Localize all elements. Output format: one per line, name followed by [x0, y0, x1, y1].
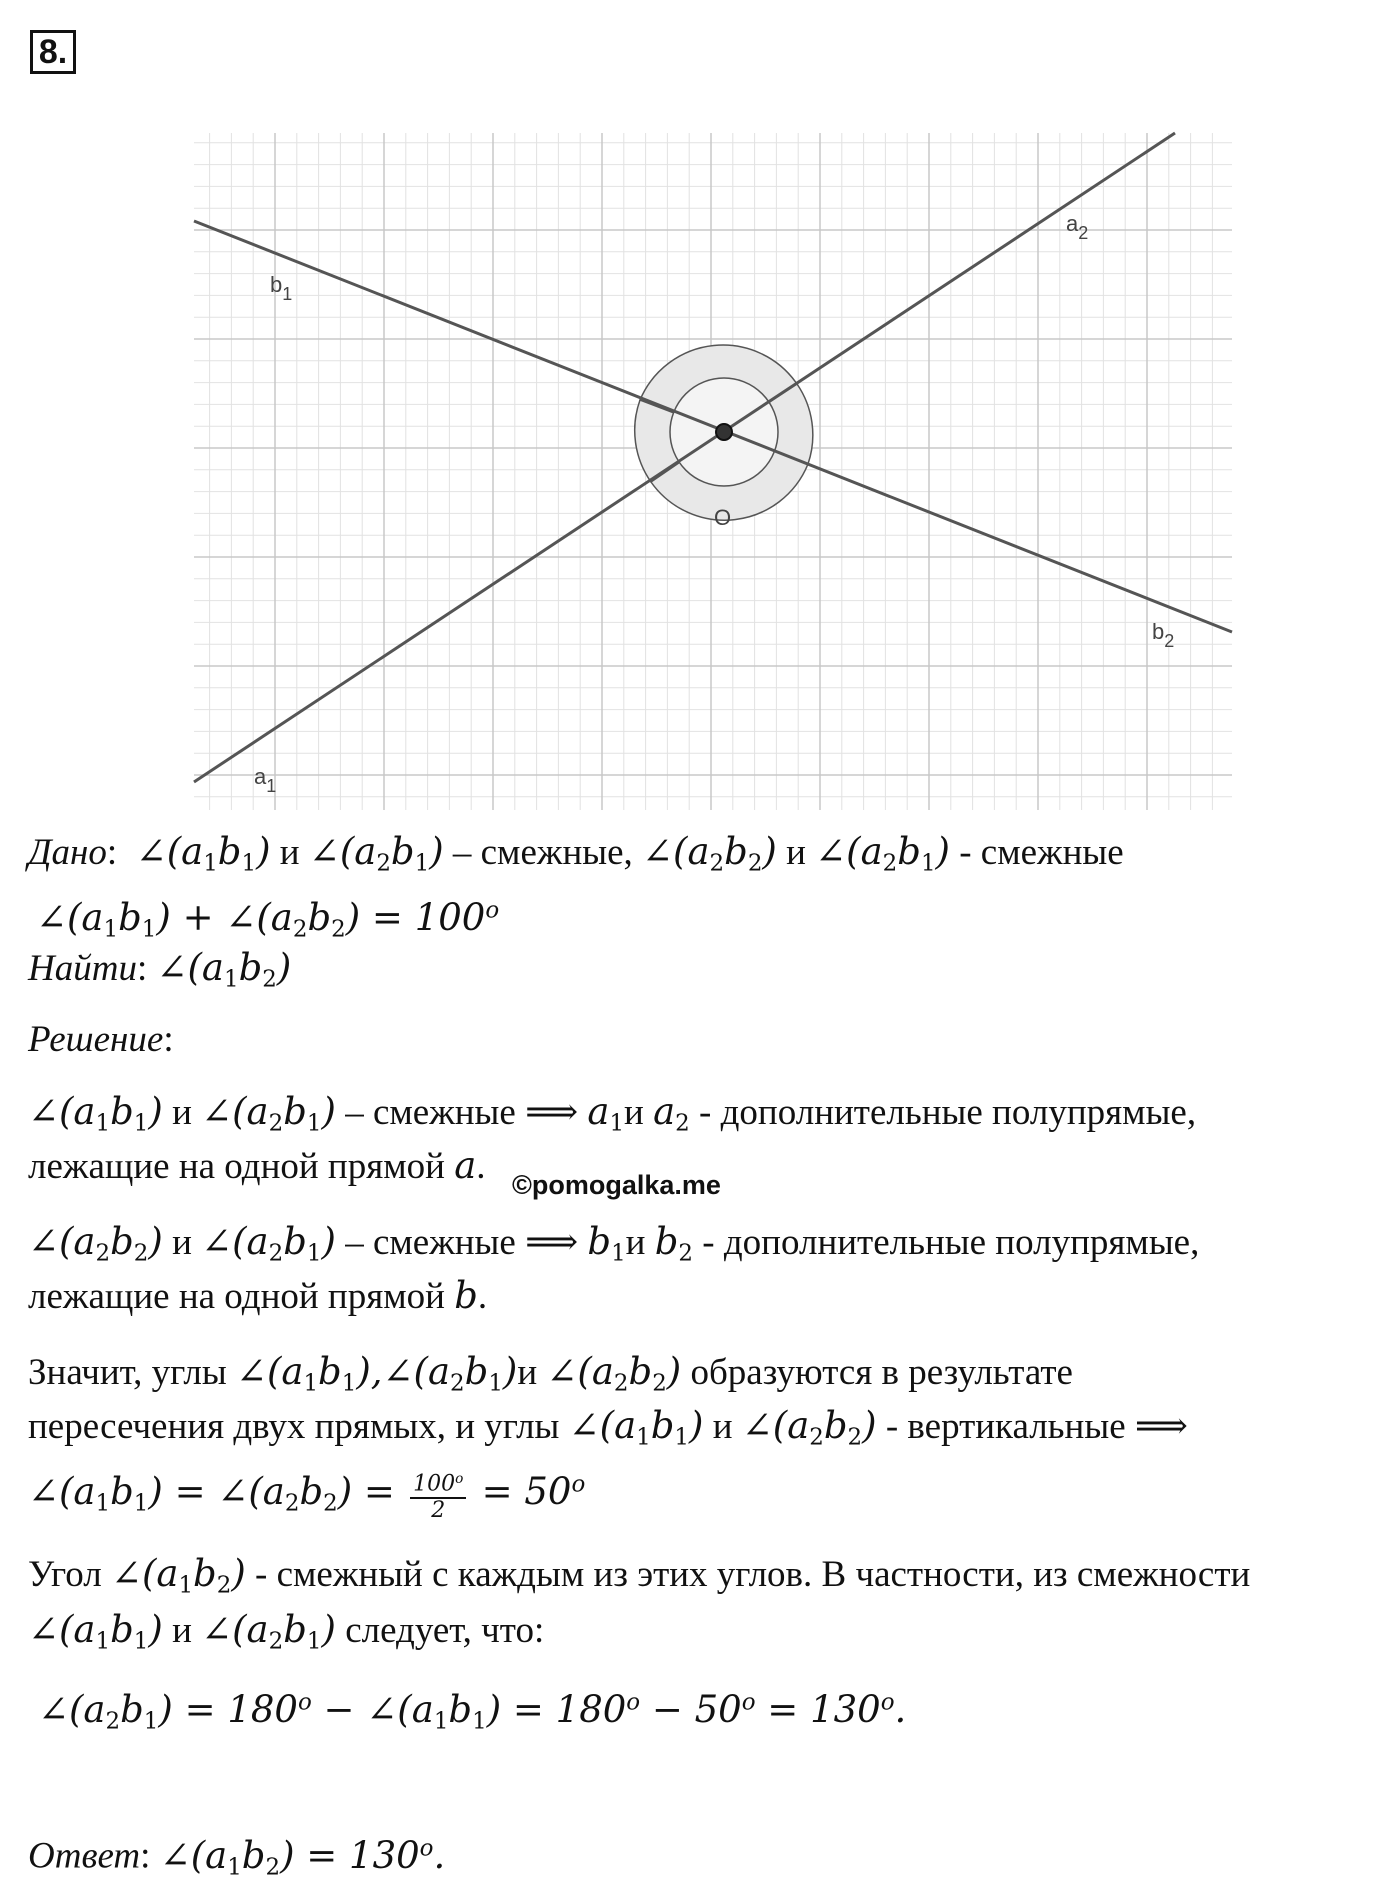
solution-p3-line1: Значит, углы $\angle(a_1b_1),\angle(a_2b_1)и$ $\angle(a_2b_2)$ образуются в результате: [28, 1350, 1073, 1397]
fraction: $\frac{100^o}{2}$: [410, 1467, 466, 1523]
geometry-diagram: [0, 0, 1400, 830]
solution-p5: $\angle(a_2b_1) = 180^o$ − $\angle(a_1b_1) = 180^o - 50^o = 130^o$.: [38, 1687, 907, 1735]
solution-p2-line1: $\angle(a_2b_2)$ и $\angle(a_2b_1)$ – смежные ⟹ $b_1и$ $b_2$ - дополнительные полупрямые,: [28, 1220, 1200, 1267]
label-b1: $b_1$: [270, 272, 293, 304]
label-a2: $a_2$: [1066, 211, 1089, 243]
problem-number: 8.: [30, 30, 76, 74]
answer-line: Ответ: $\angle(a_1b_2) = 130^o$.: [28, 1833, 446, 1881]
solution-p1-line2: лежащие на одной прямой a.: [28, 1144, 486, 1187]
solution-p3-line3: $\angle(a_1b_1)$ = $\angle(a_2b_2)$ = $\frac{100^o}{2}$ = $50^o$: [28, 1462, 1380, 1525]
given-line-2: $\angle(a_1b_1)$ + $\angle(a_2b_2) = 100^o$: [36, 895, 500, 943]
watermark: ©pomogalka.me: [512, 1170, 721, 1200]
label-point-o: O: [714, 505, 732, 530]
solution-heading: Решение:: [28, 1019, 174, 1060]
point-o: [716, 424, 732, 440]
solution-p4-line2: $\angle(a_1b_1)$ и $\angle(a_2b_1)$ следует, что:: [28, 1608, 545, 1655]
label-b2: $b_2$: [1152, 619, 1175, 651]
solution-p3-line2: пересечения двух прямых, и углы $\angle(a_1b_1)$ и $\angle(a_2b_2)$ - вертикальные ⟹: [28, 1404, 1188, 1451]
find-line: Найти: $\angle(a_1b_2)$: [28, 946, 292, 993]
solution-p1-line1: $\angle(a_1b_1)$ и $\angle(a_2b_1)$ – смежные ⟹ $a_1и$ $a_2$ - дополнительные полупрямые,: [28, 1090, 1197, 1137]
solution-p2-line2: лежащие на одной прямой b.: [28, 1274, 488, 1317]
given-line-1: Дано: $\angle(a_1b_1)$ и $\angle(a_2b_1)$ – смежные, $\angle(a_2b_2)$ и $\angle(a_2b_1)$ - смежные: [28, 830, 1124, 877]
solution-p4-line1: Угол $\angle(a_1b_2)$ - смежный с каждым из этих углов. В частности, из смежности: [28, 1552, 1251, 1599]
label-a1: $a_1$: [254, 764, 277, 796]
